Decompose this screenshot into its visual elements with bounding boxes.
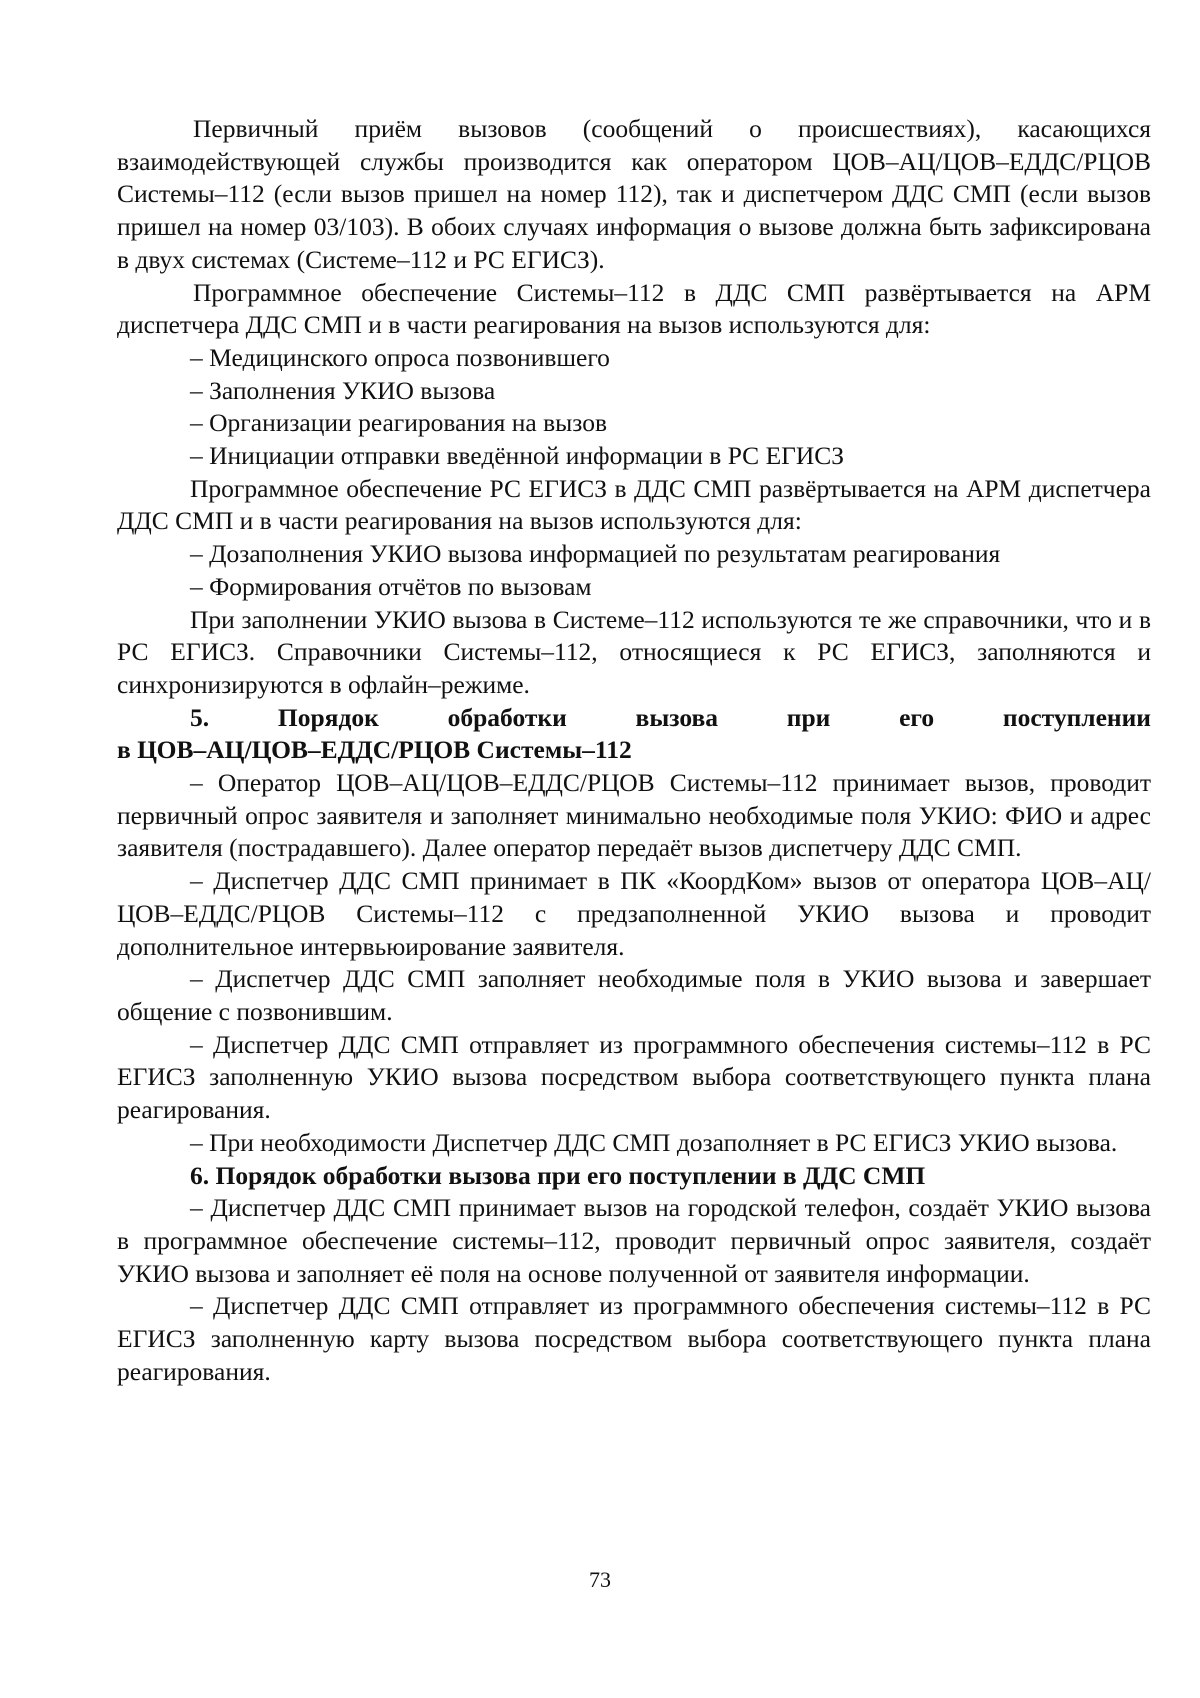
section-5-item-4: – Диспетчер ДДС СМП отправляет из программного обеспечения системы–112 в РС ЕГИСЗ заполненную УКИО вызова посредством выбора соответствующего пункта плана реагирования.: [117, 1029, 1151, 1125]
section-5-item-2: – Диспетчер ДДС СМП принимает в ПК «КоордКом» вызов от оператора ЦОВ–АЦ/ЦОВ–ЕДДС/РЦОВ Системы–112 с предзаполненной УКИО вызова и проводит дополнительное интервьюирование заявителя.: [117, 866, 1151, 961]
list-item-egisz-1: – Дозаполнения УКИО вызова информацией по результатам реагирования: [190, 539, 1001, 569]
paragraph-software-112: Программное обеспечение Системы–112 в ДДС СМП развёртывается на АРМ диспетчера ДДС СМП и в части реагирования на вызов используются для:: [117, 277, 1151, 340]
list-item-112-1: – Медицинского опроса позвонившего: [190, 342, 610, 372]
section-5: [117, 702, 1151, 1160]
section-6-title: 6. Порядок обработки вызова при его поступлении в ДДС СМП: [190, 1160, 926, 1190]
list-item-egisz-2: – Формирования отчётов по вызовам: [190, 571, 592, 601]
section-5-item-1: – Оператор ЦОВ–АЦ/ЦОВ–ЕДДС/РЦОВ Системы–112 принимает вызов, проводит первичный опрос заявителя и заполняет минимально необходимые поля УКИО: ФИО и адрес заявителя (пострадавшего). Далее оператор передаёт вызов диспетчеру ДДС СМП.: [117, 768, 1151, 863]
paragraph-intro: Первичный приём вызовов (сообщений о происшествиях), касающихся взаимодействующей службы производится как оператором ЦОВ–АЦ/ЦОВ–ЕДДС/РЦОВ Системы–112 (если вызов пришел на номер 112), так и диспетчером ДДС СМП (если вызов пришел на номер 03/103). В обоих случаях информация о вызове должна быть зафиксирована в двух системах (Системе–112 и РС ЕГИСЗ).: [117, 114, 1151, 274]
section-6-item-2: – Диспетчер ДДС СМП отправляет из программного обеспечения системы–112 в РС ЕГИСЗ заполненную карту вызова посредством выбора соответствующего пункта плана реагирования.: [117, 1291, 1151, 1386]
section-6: [117, 1160, 1151, 1389]
page-number: 73: [589, 1567, 611, 1592]
section-6-item-1: – Диспетчер ДДС СМП принимает вызов на городской телефон, создаёт УКИО вызова в программное обеспечение системы–112, проводит первичный опрос заявителя, создаёт УКИО вызова и заполняет её поля на основе полученной от заявителя информации.: [117, 1193, 1151, 1288]
paragraph-reference: При заполнении УКИО вызова в Системе–112 используются те же справочники, что и в РС ЕГИСЗ. Справочники Системы–112, относящиеся к РС ЕГИСЗ, заполняются и синхронизируются в офлайн–режиме.: [117, 604, 1151, 699]
document-page: [117, 113, 1151, 1388]
section-5-title-line2: в ЦОВ–АЦ/ЦОВ–ЕДДС/РЦОВ Системы–112: [117, 735, 632, 765]
section-5-title-line1: 5. Порядок обработки вызова при его поступлении: [190, 702, 1151, 732]
section-5-item-5: – При необходимости Диспетчер ДДС СМП дозаполняет в РС ЕГИСЗ УКИО вызова.: [190, 1127, 1118, 1157]
list-item-112-4: – Инициации отправки введённой информации в РС ЕГИСЗ: [190, 441, 845, 471]
section-5-item-3: – Диспетчер ДДС СМП заполняет необходимые поля в УКИО вызова и завершает общение с позвонившим.: [117, 964, 1151, 1026]
paragraph-software-egisz: Программное обеспечение РС ЕГИСЗ в ДДС СМП развёртывается на АРМ диспетчера ДДС СМП и в части реагирования на вызов используются для:: [117, 473, 1151, 536]
list-item-112-2: – Заполнения УКИО вызова: [190, 375, 496, 405]
list-item-112-3: – Организации реагирования на вызов: [190, 408, 608, 438]
